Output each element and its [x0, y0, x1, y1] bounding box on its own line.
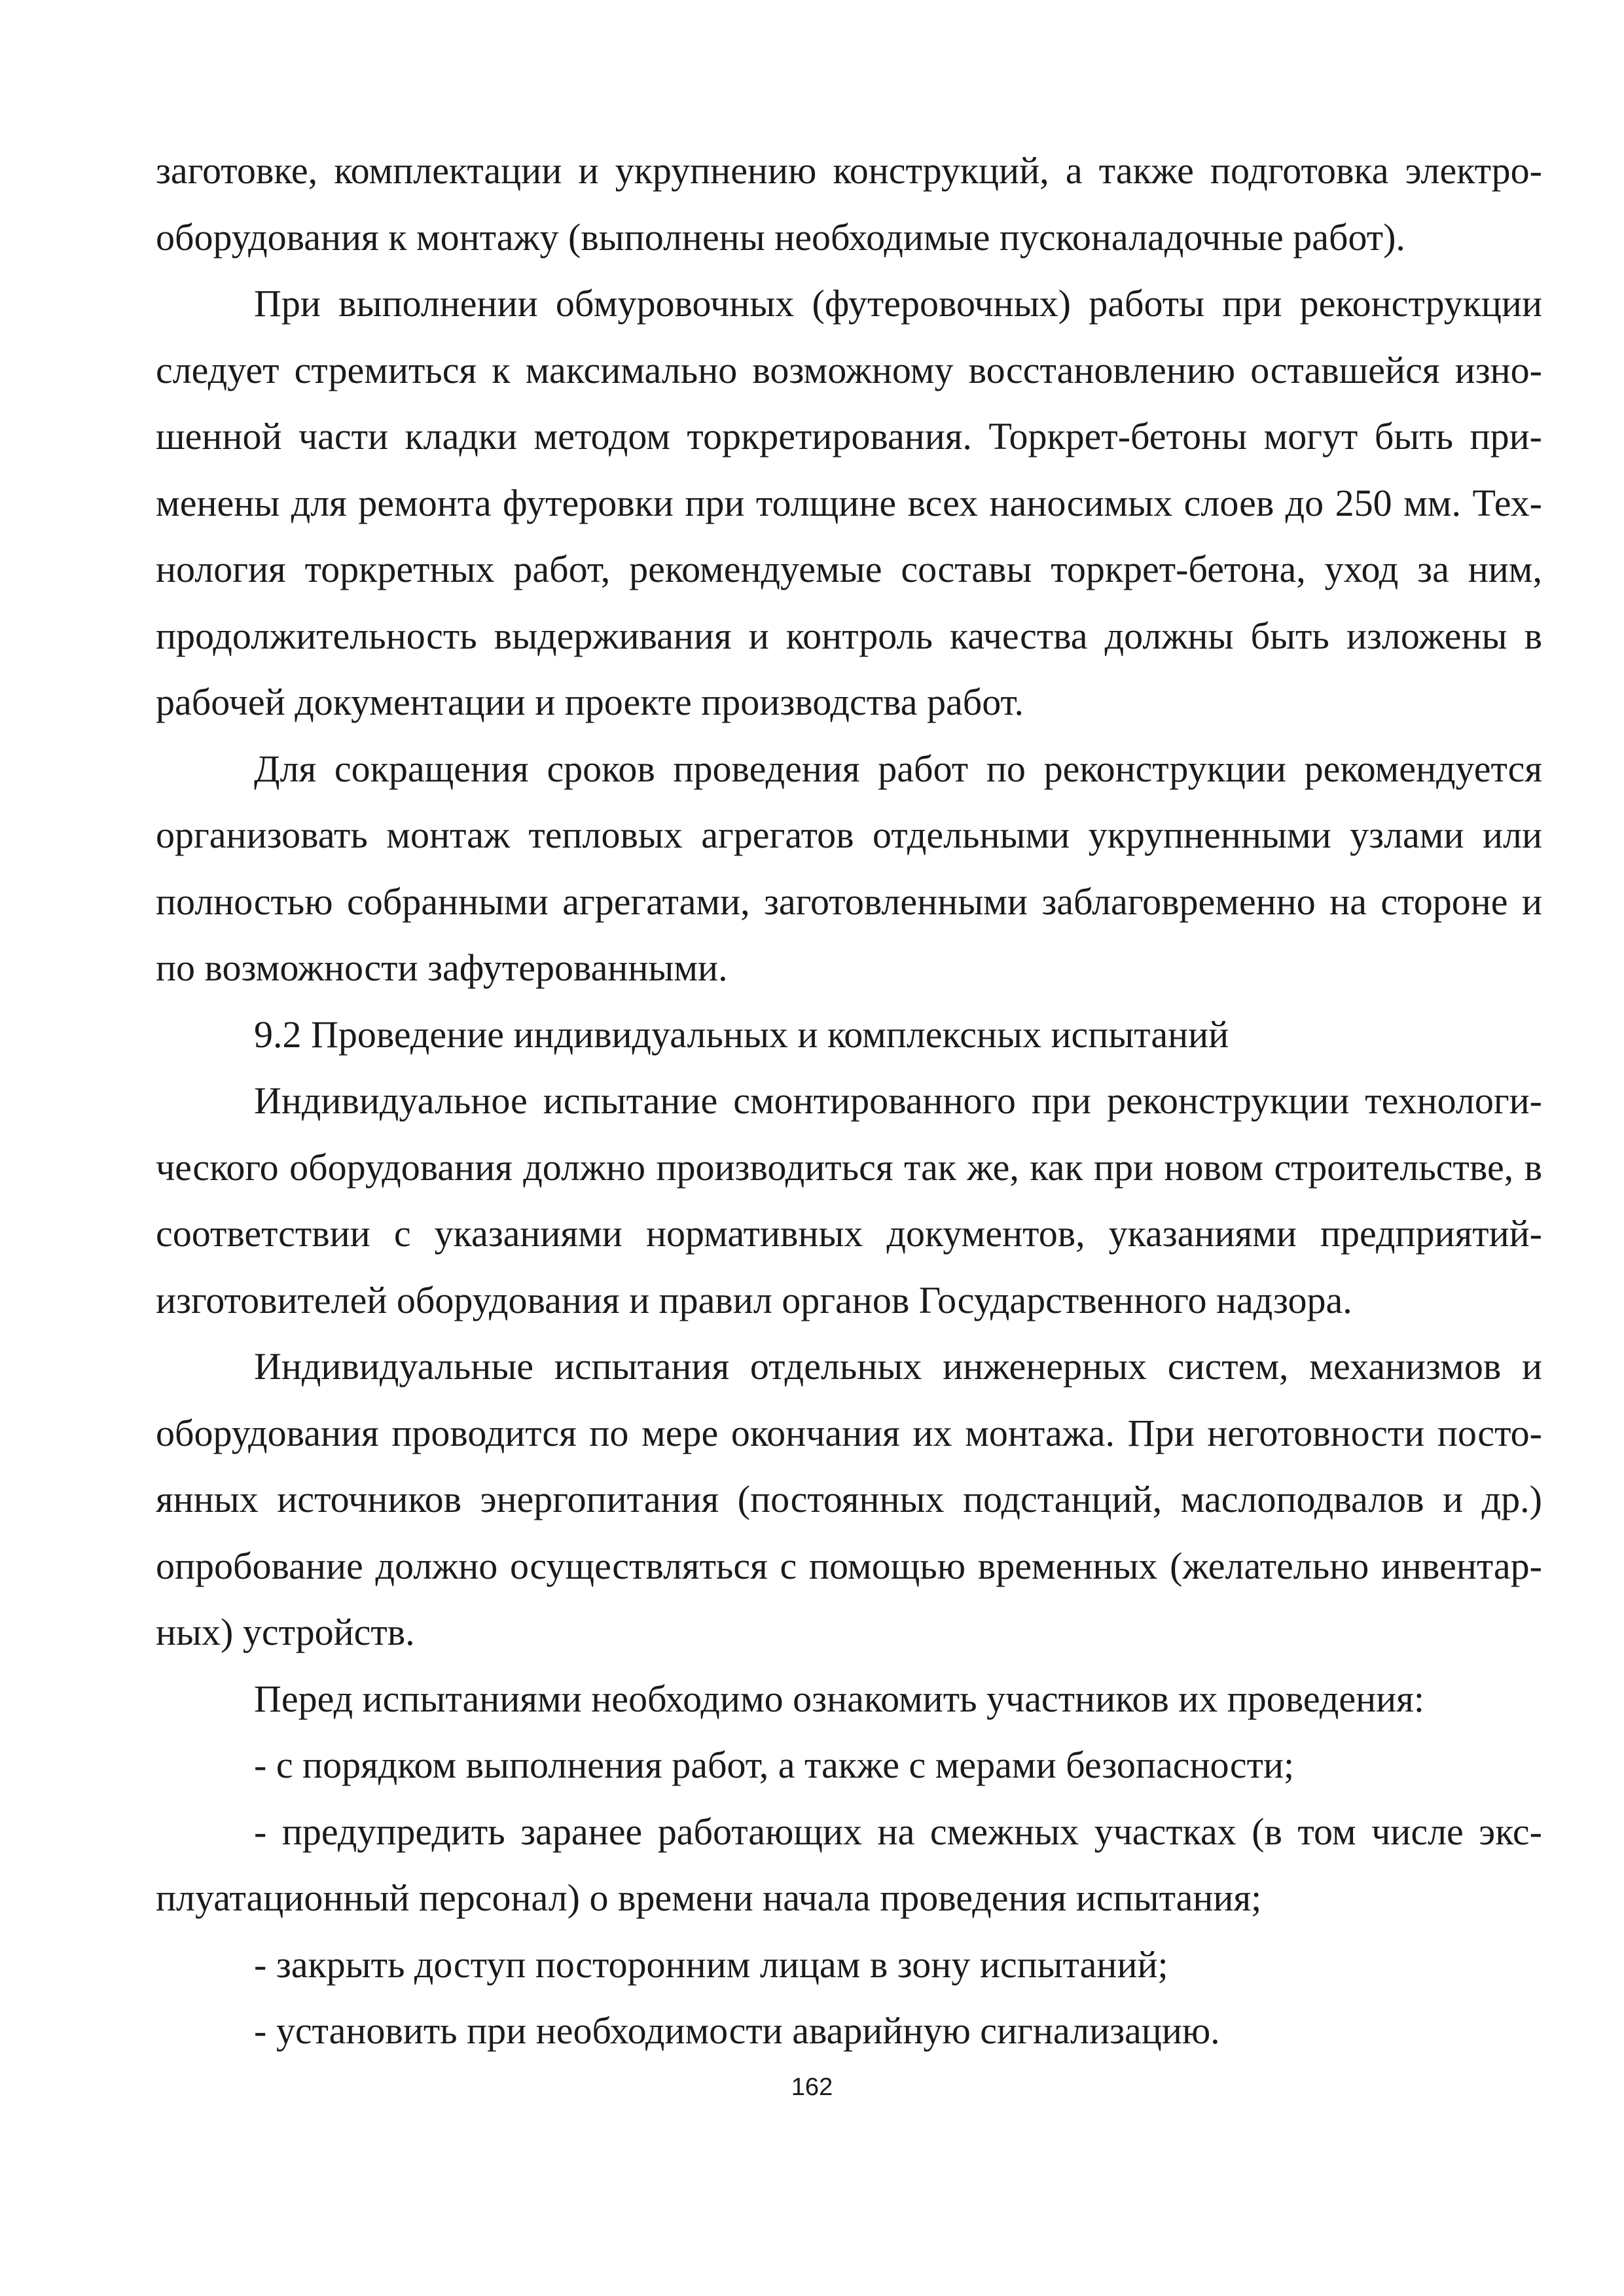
- paragraph-lining-works: При выполнении обмуровочных (футеровочных) работы при реконструкции следует стремиться к максимально возможному восстановлению оставшейся изношенной части кладки методом торкретирования. Торкрет-бетоны могут быть применены для ремонта футеровки при толщине всех наносимых слоев до 250 мм. Технология торкретных работ, рекомендуемые составы торкрет-бетона, уход за ним, продолжительность выдерживания и контроль качества должны быть изложены в рабочей документации и проекте производства работ.: [156, 282, 1542, 723]
- paragraph-installation-terms: Для сокращения сроков проведения работ по реконструкции рекомендуется организовать монтаж тепловых агрегатов отдельными укрупненными узлами или полностью собранными агрегатами, заготовленными заблаговременно на стороне и по возможности зафутерованными.: [156, 747, 1542, 989]
- paragraph-before-testing: Перед испытаниями необходимо ознакомить участников их проведения:: [254, 1677, 1424, 1720]
- section-heading: 9.2 Проведение индивидуальных и комплексных испытаний: [254, 1013, 1229, 1056]
- page-number: 162: [791, 2073, 833, 2101]
- page-body: [156, 137, 1542, 2064]
- paragraph-system-testing: Индивидуальные испытания отдельных инженерных систем, механизмов и оборудования проводится по мере окончания их монтажа. При неготовности постоянных источников энергопитания (постоянных подстанций, маслоподвалов и др.) опробование должно осуществляться с помощью временных (желательно инвентарных) устройств.: [156, 1345, 1542, 1653]
- paragraph-continuation: заготовке, комплектации и укрупнению конструкций, а также подготовка электрооборудования к монтажу (выполнены необходимые пусконаладочные работ).: [156, 149, 1542, 259]
- list-item: - установить при необходимости аварийную сигнализацию.: [254, 2009, 1220, 2052]
- list-item: - предупредить заранее работающих на смежных участках (в том числе эксплуатационный персонал) о времени начала проведения испытания;: [156, 1810, 1542, 1919]
- list-item: - закрыть доступ посторонним лицам в зону испытаний;: [254, 1943, 1168, 1986]
- list-item: - с порядком выполнения работ, а также с мерами безопасности;: [254, 1744, 1295, 1786]
- paragraph-individual-testing: Индивидуальное испытание смонтированного при реконструкции технологического оборудования должно производиться так же, как при новом строительстве, в соответствии с указаниями нормативных документов, указаниями предприятий-изготовителей оборудования и правил органов Государственного надзора.: [156, 1079, 1542, 1321]
